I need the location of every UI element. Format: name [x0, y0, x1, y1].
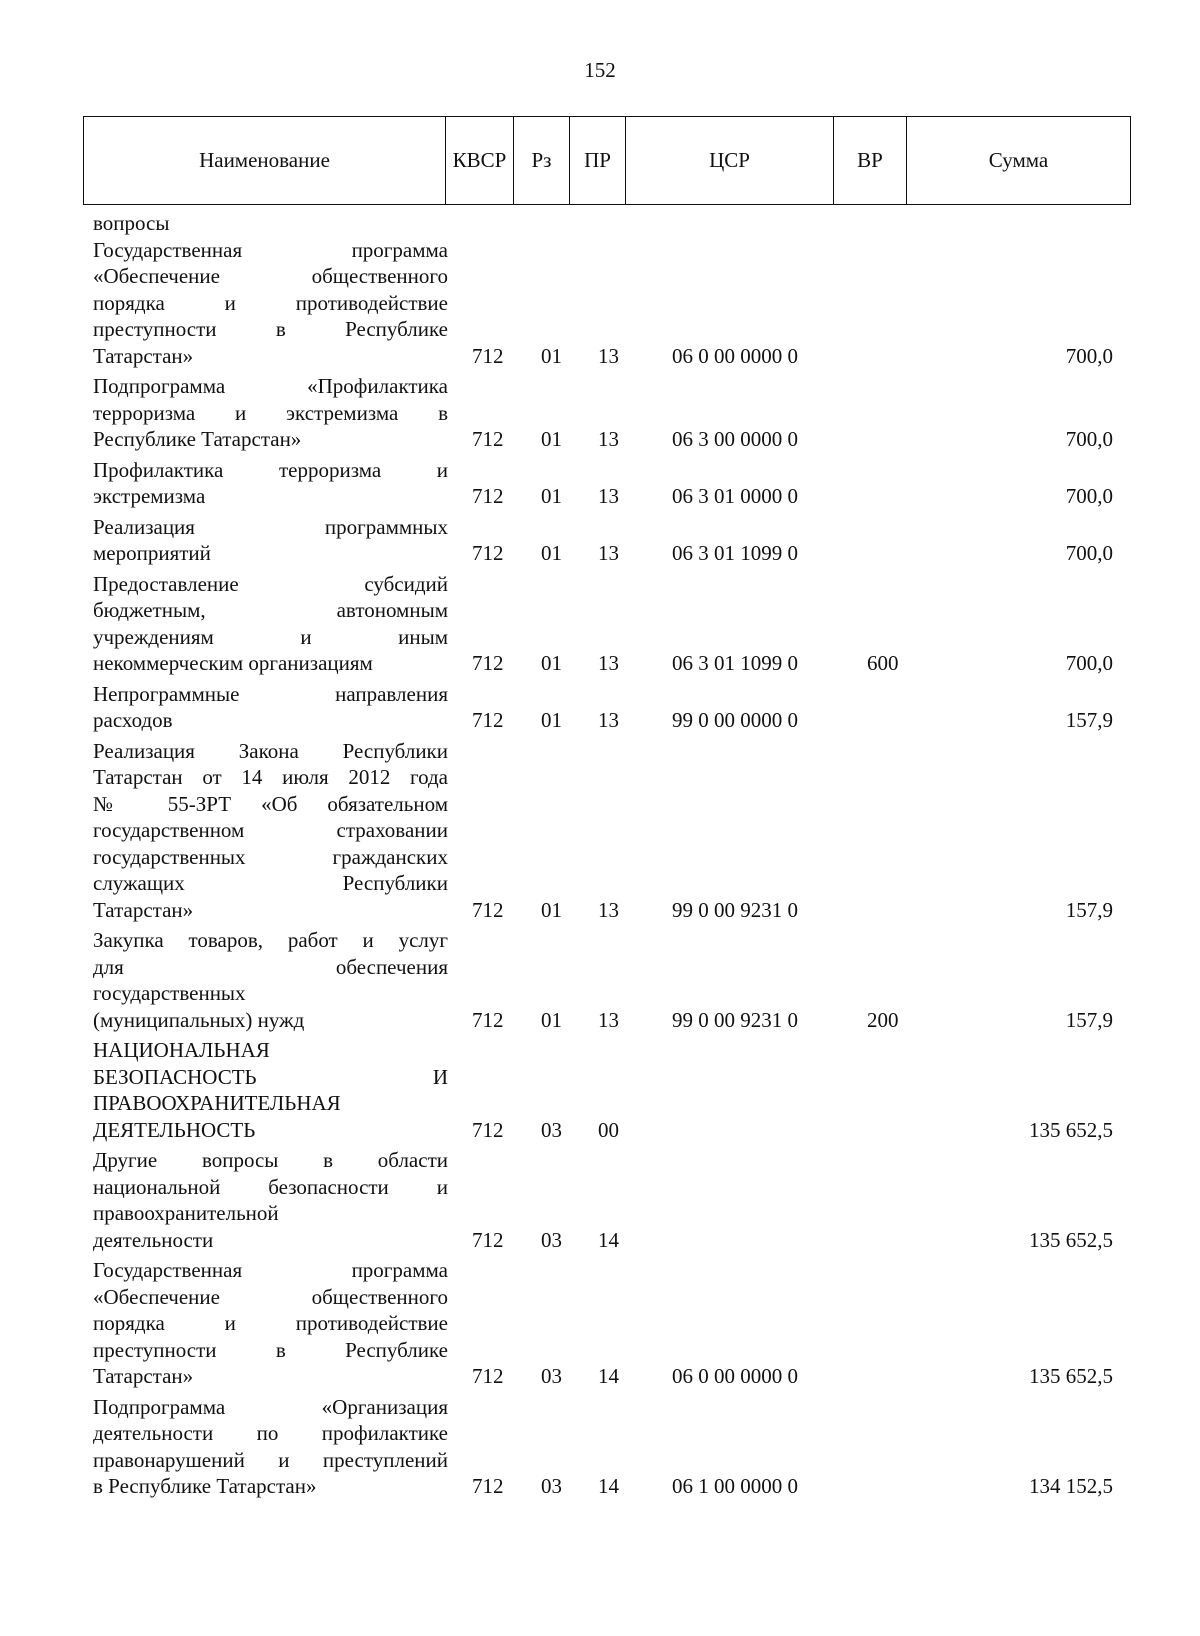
cell-pr: 14 [598, 1364, 619, 1388]
cell-name-line: ДЕЯТЕЛЬНОСТЬ [93, 1117, 256, 1142]
cell-csr: 06 3 01 0000 0 [672, 484, 798, 508]
cell-name [93, 1394, 448, 1500]
cell-pr: 13 [598, 708, 619, 732]
cell-kvsr: 712 [472, 708, 504, 732]
cell-csr: 99 0 00 9231 0 [672, 897, 798, 922]
cell-name-line: деятельности [93, 1227, 214, 1252]
cell-name-line: порядка и противодействие [93, 1311, 448, 1335]
cell-vr: 600 [867, 651, 899, 675]
cell-name [93, 927, 448, 1033]
column-header-rz: Рз [514, 117, 570, 205]
cell-sum: 157,9 [1065, 897, 1113, 922]
cell-rz: 03 [541, 1227, 562, 1252]
cell-csr: 06 0 00 0000 0 [672, 1364, 798, 1388]
cell-csr: 06 3 01 1099 0 [672, 541, 798, 565]
cell-name [93, 373, 448, 453]
page-number: 152 [584, 58, 616, 82]
cell-name-line: (муниципальных) нужд [93, 1007, 305, 1032]
cell-pr: 13 [598, 1007, 619, 1032]
cell-name-line: Татарстан» [93, 343, 194, 368]
cell-kvsr: 712 [472, 1474, 504, 1498]
cell-vr: 200 [867, 1007, 899, 1032]
cell-name-line: бюджетным, автономным [93, 598, 448, 622]
cell-name-line: в Республике Татарстан» [93, 1474, 317, 1498]
table-row [0, 1257, 1200, 1390]
table-row [0, 571, 1200, 677]
table-row [0, 210, 1200, 237]
cell-sum: 157,9 [1065, 708, 1113, 732]
cell-name-line: Реализация программных [93, 514, 448, 539]
cell-name-line: Другие вопросы в области [93, 1148, 448, 1172]
cell-name-line: ПРАВООХРАНИТЕЛЬНАЯ [93, 1091, 341, 1115]
cell-name-line: учреждениям и иным [93, 624, 448, 649]
cell-pr: 13 [598, 427, 619, 451]
cell-name [93, 1257, 448, 1390]
cell-kvsr: 712 [472, 1117, 504, 1142]
cell-rz: 01 [541, 651, 562, 675]
cell-name-line: правонарушений и преступлений [93, 1447, 448, 1472]
cell-name-line: Татарстан» [93, 1364, 194, 1388]
cell-name [93, 237, 448, 370]
cell-csr: 99 0 00 9231 0 [672, 1007, 798, 1032]
cell-kvsr: 712 [472, 484, 504, 508]
cell-pr: 14 [598, 1474, 619, 1498]
table-row [0, 738, 1200, 924]
cell-pr: 13 [598, 897, 619, 922]
cell-kvsr: 712 [472, 651, 504, 675]
cell-sum: 700,0 [1065, 343, 1113, 368]
cell-name-line: служащих Республики [93, 871, 448, 895]
cell-rz: 01 [541, 484, 562, 508]
cell-name-line: «Обеспечение общественного [93, 264, 448, 288]
cell-name-line: преступности в Республике [93, 317, 448, 341]
table-body [0, 210, 1200, 1504]
cell-name [93, 738, 448, 924]
cell-name-line: вопросы [93, 211, 170, 235]
cell-name [93, 1037, 448, 1143]
cell-rz: 01 [541, 897, 562, 922]
cell-name-line: Непрограммные направления [93, 681, 448, 706]
cell-csr: 99 0 00 0000 0 [672, 708, 798, 732]
cell-sum: 700,0 [1065, 484, 1113, 508]
cell-name-line: Республике Татарстан» [93, 427, 302, 451]
cell-rz: 01 [541, 541, 562, 565]
cell-sum: 700,0 [1065, 541, 1113, 565]
cell-kvsr: 712 [472, 541, 504, 565]
table-row [0, 1147, 1200, 1253]
cell-name-line: мероприятий [93, 541, 211, 565]
cell-name-line: Государственная программа [93, 237, 448, 262]
cell-csr: 06 3 01 1099 0 [672, 651, 798, 675]
table-row [0, 927, 1200, 1033]
cell-name [93, 1147, 448, 1253]
cell-sum: 700,0 [1065, 427, 1113, 451]
cell-name-line: Подпрограмма «Организация [93, 1394, 448, 1419]
cell-name [93, 457, 448, 510]
cell-kvsr: 712 [472, 1364, 504, 1388]
cell-name-line: Подпрограмма «Профилактика [93, 374, 448, 398]
cell-pr: 13 [598, 651, 619, 675]
cell-pr: 13 [598, 484, 619, 508]
cell-csr: 06 1 00 0000 0 [672, 1474, 798, 1498]
cell-kvsr: 712 [472, 1227, 504, 1252]
cell-name-line: экстремизма [93, 484, 206, 508]
table-header [83, 116, 1131, 205]
cell-sum: 135 652,5 [1029, 1227, 1113, 1252]
cell-name-line: терроризма и экстремизма в [93, 400, 448, 425]
cell-name-line: НАЦИОНАЛЬНАЯ [93, 1038, 270, 1062]
cell-name-line: национальной безопасности и [93, 1174, 448, 1199]
table-row [0, 457, 1200, 510]
cell-kvsr: 712 [472, 343, 504, 368]
cell-rz: 01 [541, 1007, 562, 1032]
cell-kvsr: 712 [472, 1007, 504, 1032]
cell-name-line: преступности в Республике [93, 1337, 448, 1362]
cell-name [93, 514, 448, 567]
cell-csr: 06 3 00 0000 0 [672, 427, 798, 451]
cell-name-line: Татарстан от 14 июля 2012 года [93, 765, 448, 789]
cell-pr: 13 [598, 541, 619, 565]
cell-name-line: государственных [93, 981, 246, 1005]
cell-name-line: некоммерческим организациям [93, 651, 373, 675]
cell-name-line: деятельности по профилактике [93, 1421, 448, 1445]
column-header-sum: Сумма [907, 117, 1131, 205]
cell-name-line: Государственная программа [93, 1258, 448, 1282]
cell-name-line: Предоставление субсидий [93, 571, 448, 596]
column-header-pr: ПР [570, 117, 626, 205]
table-row [0, 681, 1200, 734]
cell-name-line: Профилактика терроризма и [93, 457, 448, 482]
column-header-kvsr: КВСР [446, 117, 514, 205]
cell-kvsr: 712 [472, 897, 504, 922]
cell-name-line: для обеспечения [93, 954, 448, 979]
cell-name-line: БЕЗОПАСНОСТЬ И [93, 1064, 448, 1089]
cell-name [93, 571, 448, 677]
cell-name-line: № 55-ЗРТ «Об обязательном [93, 791, 448, 816]
column-header-name: Наименование [84, 117, 446, 205]
cell-rz: 03 [541, 1364, 562, 1388]
column-header-vr: ВР [834, 117, 907, 205]
cell-pr: 14 [598, 1227, 619, 1252]
cell-name-line: «Обеспечение общественного [93, 1284, 448, 1309]
cell-name-line: государственном страховании [93, 818, 448, 842]
cell-rz: 03 [541, 1117, 562, 1142]
cell-kvsr: 712 [472, 427, 504, 451]
cell-name-line: Закупка товаров, работ и услуг [93, 928, 448, 952]
table-row [0, 1037, 1200, 1143]
cell-pr: 13 [598, 343, 619, 368]
table-row [0, 373, 1200, 453]
cell-sum: 134 152,5 [1029, 1474, 1113, 1498]
cell-rz: 01 [541, 427, 562, 451]
cell-rz: 03 [541, 1474, 562, 1498]
cell-sum: 157,9 [1065, 1007, 1113, 1032]
cell-sum: 135 652,5 [1029, 1117, 1113, 1142]
table-row [0, 237, 1200, 370]
cell-name [93, 210, 448, 237]
table-row [0, 1394, 1200, 1500]
cell-name-line: порядка и противодействие [93, 290, 448, 315]
cell-csr: 06 0 00 0000 0 [672, 343, 798, 368]
cell-sum: 135 652,5 [1029, 1364, 1113, 1388]
cell-rz: 01 [541, 708, 562, 732]
column-header-csr: ЦСР [626, 117, 834, 205]
cell-name [93, 681, 448, 734]
cell-name-line: государственных гражданских [93, 844, 448, 869]
cell-sum: 700,0 [1065, 651, 1113, 675]
cell-rz: 01 [541, 343, 562, 368]
cell-name-line: Реализация Закона Республики [93, 738, 448, 763]
cell-pr: 00 [598, 1117, 619, 1142]
cell-name-line: Татарстан» [93, 897, 194, 922]
cell-name-line: правоохранительной [93, 1201, 279, 1225]
table-row [0, 514, 1200, 567]
cell-name-line: расходов [93, 708, 173, 732]
